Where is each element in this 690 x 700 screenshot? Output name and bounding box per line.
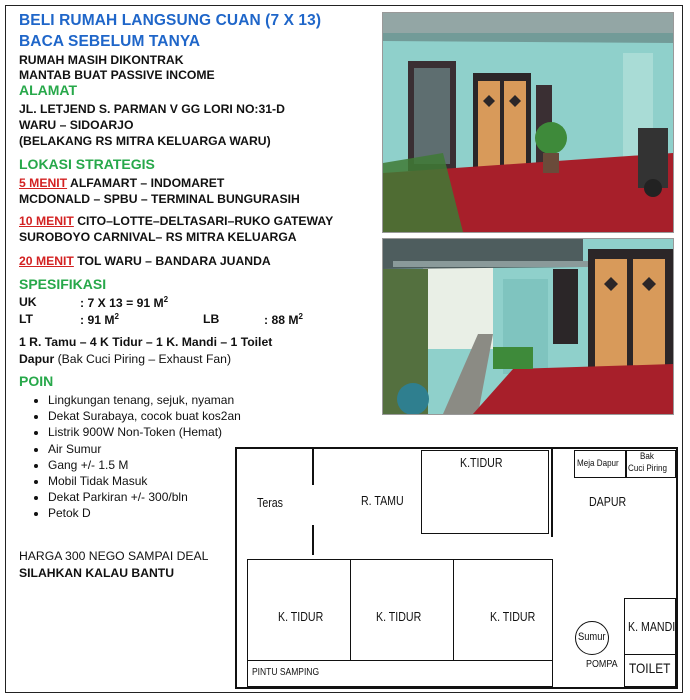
plan-wall-teras xyxy=(312,447,314,485)
plan-wall-left xyxy=(235,447,237,689)
label-bak: Bak xyxy=(640,451,654,462)
label-dapur: DAPUR xyxy=(589,495,627,509)
house-side-photo xyxy=(382,238,674,415)
meja-dapur-divider xyxy=(625,450,627,478)
label-k-tidur-1: K. TIDUR xyxy=(278,610,324,624)
spesifikasi-heading: SPESIFIKASI xyxy=(19,276,107,292)
label-r-tamu: R. TAMU xyxy=(361,494,404,508)
alamat-line-2: WARU – SIDOARJO xyxy=(19,118,134,132)
poin-item: • Dekat Surabaya, cocok buat kos2an xyxy=(48,408,241,424)
alamat-heading: ALAMAT xyxy=(19,82,78,98)
label-k-tidur-3: K. TIDUR xyxy=(490,610,536,624)
spec-lt-value: : 91 $M^2$ xyxy=(80,312,119,328)
plan-wall-right xyxy=(676,447,678,689)
spec-uk-label: UK xyxy=(19,295,37,309)
harga-line-2: SILAHKAN KALAU BANTU xyxy=(19,566,175,580)
label-pompa: POMPA xyxy=(586,658,618,670)
lokasi-time-2: 10 MENIT xyxy=(19,214,74,228)
label-k-tidur-top: K.TIDUR xyxy=(460,456,503,470)
spec-lb-value: : 88 $M^2$ xyxy=(264,312,303,328)
poin-item: • Listrik 900W Non-Token (Hemat) xyxy=(48,424,241,440)
lokasi-time-1: 5 MENIT xyxy=(19,176,68,190)
spec-lt-label: LT xyxy=(19,312,33,326)
plan-wall-bottom xyxy=(235,687,678,689)
spec-lb-label: LB xyxy=(203,312,220,326)
label-pintu-samping: PINTU SAMPING xyxy=(252,667,320,678)
lokasi-time-3: 20 MENIT xyxy=(19,254,74,268)
poin-item: • Mobil Tidak Masuk xyxy=(48,473,241,489)
plan-wall-teras-2 xyxy=(312,525,314,555)
harga-line-1: HARGA 300 NEGO SAMPAI DEAL xyxy=(19,549,209,563)
lokasi-item-1: 5 MENIT ALFAMART – INDOMARET xyxy=(19,176,225,190)
floor-plan xyxy=(235,447,678,689)
alamat-line-1: JL. LETJEND S. PARMAN V GG LORI NO:31-D xyxy=(19,102,285,116)
house-front-illustration xyxy=(383,13,673,232)
lokasi-item-2-line-2: SUROBOYO CARNIVAL– RS MITRA KELUARGA xyxy=(19,230,297,244)
poin-item: • Air Sumur xyxy=(48,441,241,457)
house-side-illustration xyxy=(383,239,673,414)
house-front-photo xyxy=(382,12,674,233)
poin-item: • Dekat Parkiran +/- 300/bln xyxy=(48,489,241,505)
label-k-mandi: K. MANDI xyxy=(628,620,676,634)
spec-dapur: Dapur (Bak Cuci Piring – Exhaust Fan) xyxy=(19,352,232,366)
poin-item: • Lingkungan tenang, sejuk, nyaman xyxy=(48,392,241,408)
poin-list xyxy=(18,392,241,522)
label-sumur: Sumur xyxy=(578,631,606,643)
label-toilet: TOILET xyxy=(629,660,671,676)
title-line-1: BELI RUMAH LANGSUNG CUAN (7 X 13) xyxy=(19,12,322,29)
plan-wall-dapur xyxy=(551,447,553,537)
spec-rooms: 1 R. Tamu – 4 K Tidur – 1 K. Mandi – 1 Toilet xyxy=(19,335,273,349)
plan-wall-top xyxy=(235,447,678,449)
subtitle-line-1: RUMAH MASIH DIKONTRAK xyxy=(19,53,184,67)
spec-uk-value: : 7 X 13 = 91 $M^2$ xyxy=(80,295,169,311)
title-line-2: BACA SEBELUM TANYA xyxy=(19,33,201,50)
lokasi-item-1-line-2: MCDONALD – SPBU – TERMINAL BUNGURASIH xyxy=(19,192,300,206)
label-meja-dapur: Meja Dapur xyxy=(577,458,619,469)
poin-heading: POIN xyxy=(19,373,54,389)
label-k-tidur-2: K. TIDUR xyxy=(376,610,422,624)
lokasi-heading: LOKASI STRATEGIS xyxy=(19,156,155,172)
poin-item: • Petok D xyxy=(48,505,241,521)
label-teras: Teras xyxy=(257,496,283,510)
alamat-line-3: (BELAKANG RS MITRA KELUARGA WARU) xyxy=(19,134,271,148)
poin-item: • Gang +/- 1.5 M xyxy=(48,457,241,473)
lokasi-item-3: 20 MENIT TOL WARU – BANDARA JUANDA xyxy=(19,254,271,268)
subtitle-line-2: MANTAB BUAT PASSIVE INCOME xyxy=(19,68,215,82)
lokasi-item-2: 10 MENIT CITO–LOTTE–DELTASARI–RUKO GATEWAY xyxy=(19,214,334,228)
label-cuci-piring: Cuci Piring xyxy=(628,463,668,474)
